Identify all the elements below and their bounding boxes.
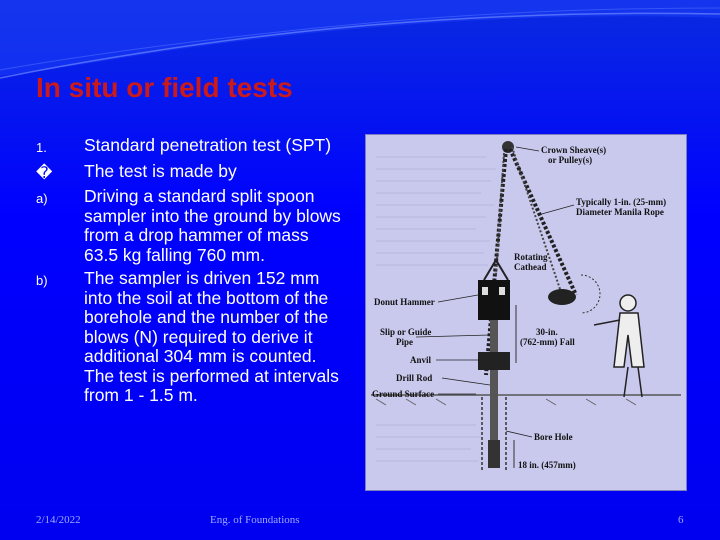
footer-page-number: 6 xyxy=(678,514,684,526)
label-donut-hammer: Donut Hammer xyxy=(374,297,435,307)
label-drill-rod: Drill Rod xyxy=(396,373,433,383)
bullet-marker: a) xyxy=(36,191,48,206)
bullet-marker: � xyxy=(36,164,53,182)
label-typically: Typically 1-in. (25-mm) xyxy=(576,197,667,207)
cathead-icon xyxy=(548,289,576,305)
label-fall-mm: (762-mm) Fall xyxy=(520,337,575,347)
bullet-text: The sampler is driven 152 mm into the soil at the bottom of the borehole and the number of the blows (N) required to derive it additional 304 mm is counted. The test is performed at intervals from 1 - 1.5 m. xyxy=(84,268,339,405)
bullet-marker: 1. xyxy=(36,140,47,155)
bullet-marker: b) xyxy=(36,273,48,288)
label-ground-surface: Ground Surface xyxy=(372,389,435,399)
label-cathead: Cathead xyxy=(514,262,547,272)
label-slip-guide: Slip or Guide xyxy=(380,327,432,337)
bullet-list xyxy=(36,136,346,410)
bullet-item xyxy=(36,162,346,184)
label-anvil: Anvil xyxy=(410,355,432,365)
spt-diagram-svg xyxy=(366,135,686,490)
label-crown-sheave: Crown Sheave(s) xyxy=(541,145,607,155)
footer-course-name: Eng. of Foundations xyxy=(210,514,300,526)
label-pipe: Pipe xyxy=(396,337,413,347)
label-rotating: Rotating xyxy=(514,252,548,262)
bullet-text: The test is made by xyxy=(84,160,237,181)
bullet-text: Standard penetration test (SPT) xyxy=(84,135,332,155)
bullet-text: Driving a standard split spoon sampler into the ground by blows from a drop hammer of mass 63.5 kg falling 760 mm. xyxy=(84,186,341,265)
bullet-item xyxy=(36,269,346,406)
bullet-item xyxy=(36,187,346,265)
bullet-item xyxy=(36,136,346,158)
label-depth: 18 in. (457mm) xyxy=(518,460,576,470)
top-wave-decoration xyxy=(0,0,720,80)
worker-icon xyxy=(594,295,644,397)
slide-title: In situ or field tests xyxy=(36,72,293,103)
label-pulleys: or Pulley(s) xyxy=(548,155,593,165)
label-manila-rope: Diameter Manila Rope xyxy=(576,207,664,217)
donut-hammer-icon xyxy=(478,280,510,320)
label-fall-inches: 30-in. xyxy=(536,327,558,337)
spt-diagram xyxy=(365,134,687,491)
footer-date: 2/14/2022 xyxy=(36,514,81,526)
label-bore-hole: Bore Hole xyxy=(534,432,573,442)
